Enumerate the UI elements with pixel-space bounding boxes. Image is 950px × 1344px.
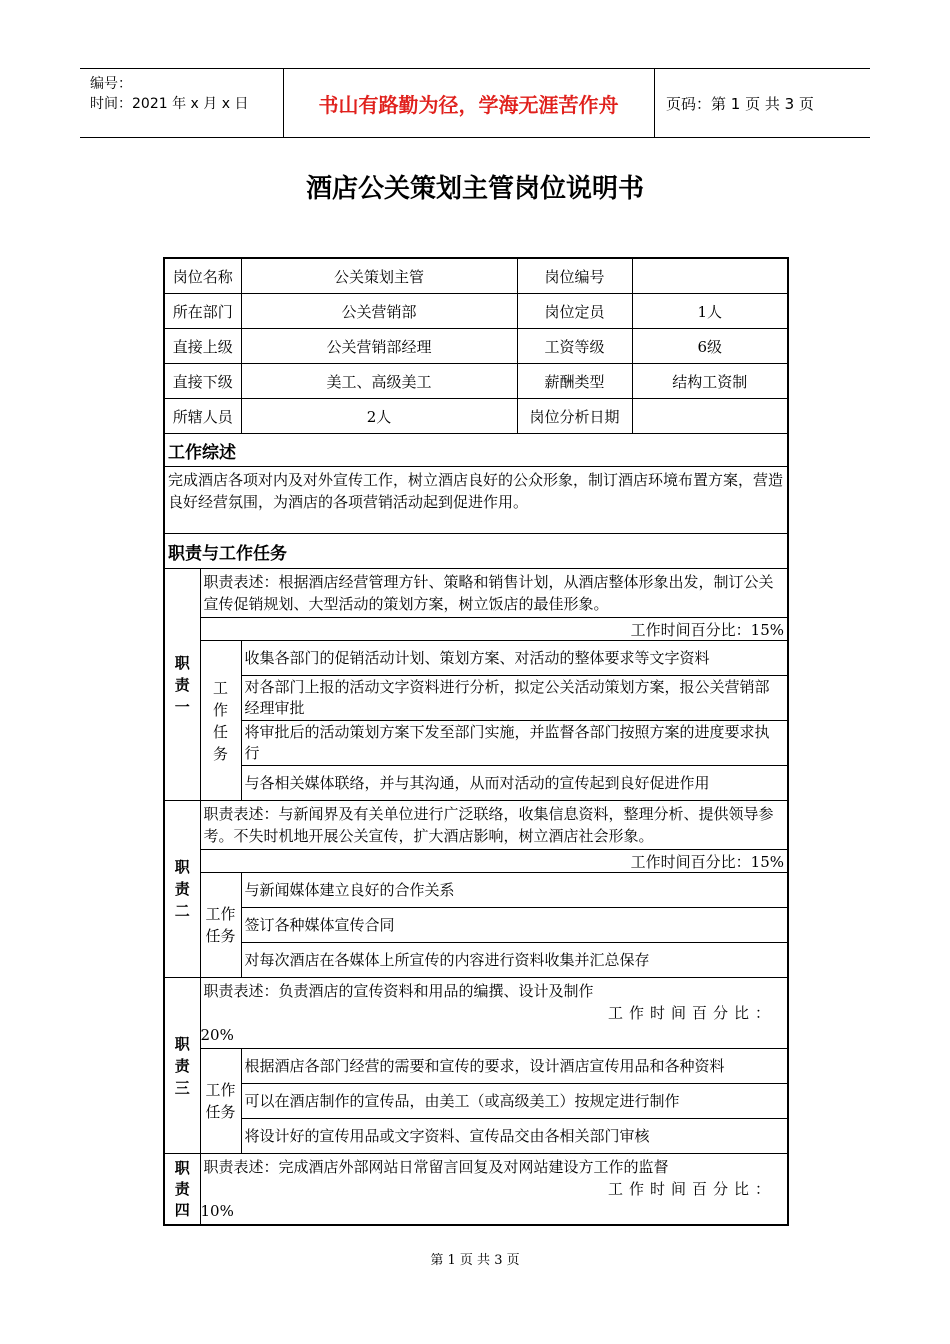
task-item: 可以在酒店制作的宣传品，由美工（或高级美工）按规定进行制作 (241, 1084, 788, 1119)
job-description-table (163, 257, 789, 1226)
page-title: 酒店公关策划主管岗位说明书 (305, 174, 644, 204)
task-item: 签订各种媒体宣传合同 (241, 908, 788, 943)
duties-heading: 职责与工作任务 (164, 534, 788, 569)
duty-desc-row (164, 801, 788, 850)
info-key: 岗位编号 (517, 258, 632, 294)
duty-time-percentage: 工作时间百分比： (608, 1180, 777, 1198)
duty-description-text: 职责表述：完成酒店外部网站日常留言回复及对网站建设方工作的监督 (203, 1158, 669, 1176)
page-footer: 第 1 页 共 3 页 (430, 1253, 520, 1268)
info-row (164, 364, 788, 399)
page-header (80, 68, 870, 138)
info-value: 2人 (241, 399, 517, 434)
task-item: 将设计好的宣传用品或文字资料、宣传品交由各相关部门审核 (241, 1119, 788, 1154)
info-row (164, 329, 788, 364)
duty-pct-row (164, 618, 788, 641)
task-label: 工作任务 (200, 873, 241, 978)
duty-time-percentage: 工作时间百分比：15% (200, 618, 788, 641)
doc-time-label: 时间：2021 年 x 月 x 日 (90, 96, 249, 112)
task-row (164, 676, 788, 721)
info-row (164, 399, 788, 434)
duty-description (200, 1154, 788, 1226)
duty-description: 职责表述：根据酒店经营管理方针、策略和销售计划，从酒店整体形象出发，制订公关宣传促销规划、大型活动的策划方案，树立饭店的最佳形象。 (200, 569, 788, 618)
duty-time-percentage: 工作时间百分比：15% (200, 850, 788, 873)
info-value (632, 258, 788, 294)
summary-text-row (164, 467, 788, 534)
duty-desc-row (164, 569, 788, 618)
summary-heading-row (164, 434, 788, 467)
task-row (164, 1049, 788, 1084)
task-row (164, 873, 788, 908)
info-value: 1人 (632, 294, 788, 329)
info-key: 直接下级 (164, 364, 241, 399)
duty-pct-row (164, 850, 788, 873)
info-value: 公关策划主管 (241, 258, 517, 294)
task-row (164, 908, 788, 943)
info-value (632, 399, 788, 434)
task-item: 对各部门上报的活动文字资料进行分析，拟定公关活动策划方案，报公关营销部经理审批 (241, 676, 788, 721)
header-page-number: 页码：第 1 页 共 3 页 (666, 94, 814, 113)
duty-description: 职责表述：与新闻界及有关单位进行广泛联络，收集信息资料，整理分析、提供领导参考。不失时机地开展公关宣传，扩大酒店影响，树立酒店社会形象。 (200, 801, 788, 850)
duty-label: 职责三 (164, 978, 200, 1154)
summary-heading: 工作综述 (164, 434, 788, 467)
info-key: 所辖人员 (164, 399, 241, 434)
duty-time-percentage-value: 10% (200, 1202, 234, 1220)
info-row (164, 294, 788, 329)
duty-time-percentage: 工作时间百分比： (608, 1004, 777, 1022)
task-label: 工作任务 (200, 1049, 241, 1154)
duty-description-text: 职责表述：负责酒店的宣传资料和用品的编撰、设计及制作 (203, 982, 594, 1000)
info-key: 岗位分析日期 (517, 399, 632, 434)
task-row (164, 721, 788, 766)
task-item: 将审批后的活动策划方案下发至部门实施，并监督各部门按照方案的进度要求执行 (241, 721, 788, 766)
duty-desc-row (164, 978, 788, 1049)
task-row (164, 1084, 788, 1119)
task-item: 与新闻媒体建立良好的合作关系 (241, 873, 788, 908)
duties-heading-row (164, 534, 788, 569)
summary-text: 完成酒店各项对内及对外宣传工作，树立酒店良好的公众形象，制订酒店环境布置方案，营造良好经营氛围，为酒店的各项营销活动起到促进作用。 (164, 467, 788, 534)
info-value: 结构工资制 (632, 364, 788, 399)
header-meta (80, 69, 284, 137)
info-key: 工资等级 (517, 329, 632, 364)
duty-label: 职责一 (164, 569, 200, 801)
duty-desc-row (164, 1154, 788, 1226)
info-value: 美工、高级美工 (241, 364, 517, 399)
info-key: 岗位名称 (164, 258, 241, 294)
info-value: 公关营销部经理 (241, 329, 517, 364)
duty-time-percentage-value: 20% (200, 1026, 234, 1044)
task-item: 对每次酒店在各媒体上所宣传的内容进行资料收集并汇总保存 (241, 943, 788, 978)
info-value: 公关营销部 (241, 294, 517, 329)
task-row (164, 641, 788, 676)
duty-label: 职责二 (164, 801, 200, 978)
task-label: 工作任务 (200, 641, 241, 801)
info-value: 6级 (632, 329, 788, 364)
info-row (164, 258, 788, 294)
task-item: 根据酒店各部门经营的需要和宣传的要求，设计酒店宣传用品和各种资料 (241, 1049, 788, 1084)
task-row (164, 1119, 788, 1154)
task-item: 收集各部门的促销活动计划、策划方案、对活动的整体要求等文字资料 (241, 641, 788, 676)
task-item: 与各相关媒体联络，并与其沟通，从而对活动的宣传起到良好促进作用 (241, 766, 788, 801)
header-slogan: 书山有路勤为径，学海无涯苦作舟 (283, 69, 655, 137)
duty-label: 职责四 (164, 1154, 200, 1226)
info-key: 薪酬类型 (517, 364, 632, 399)
task-row (164, 766, 788, 801)
info-key: 岗位定员 (517, 294, 632, 329)
duty-description (200, 978, 788, 1049)
info-key: 所在部门 (164, 294, 241, 329)
info-key: 直接上级 (164, 329, 241, 364)
task-row (164, 943, 788, 978)
doc-number-label: 编号： (90, 76, 132, 92)
